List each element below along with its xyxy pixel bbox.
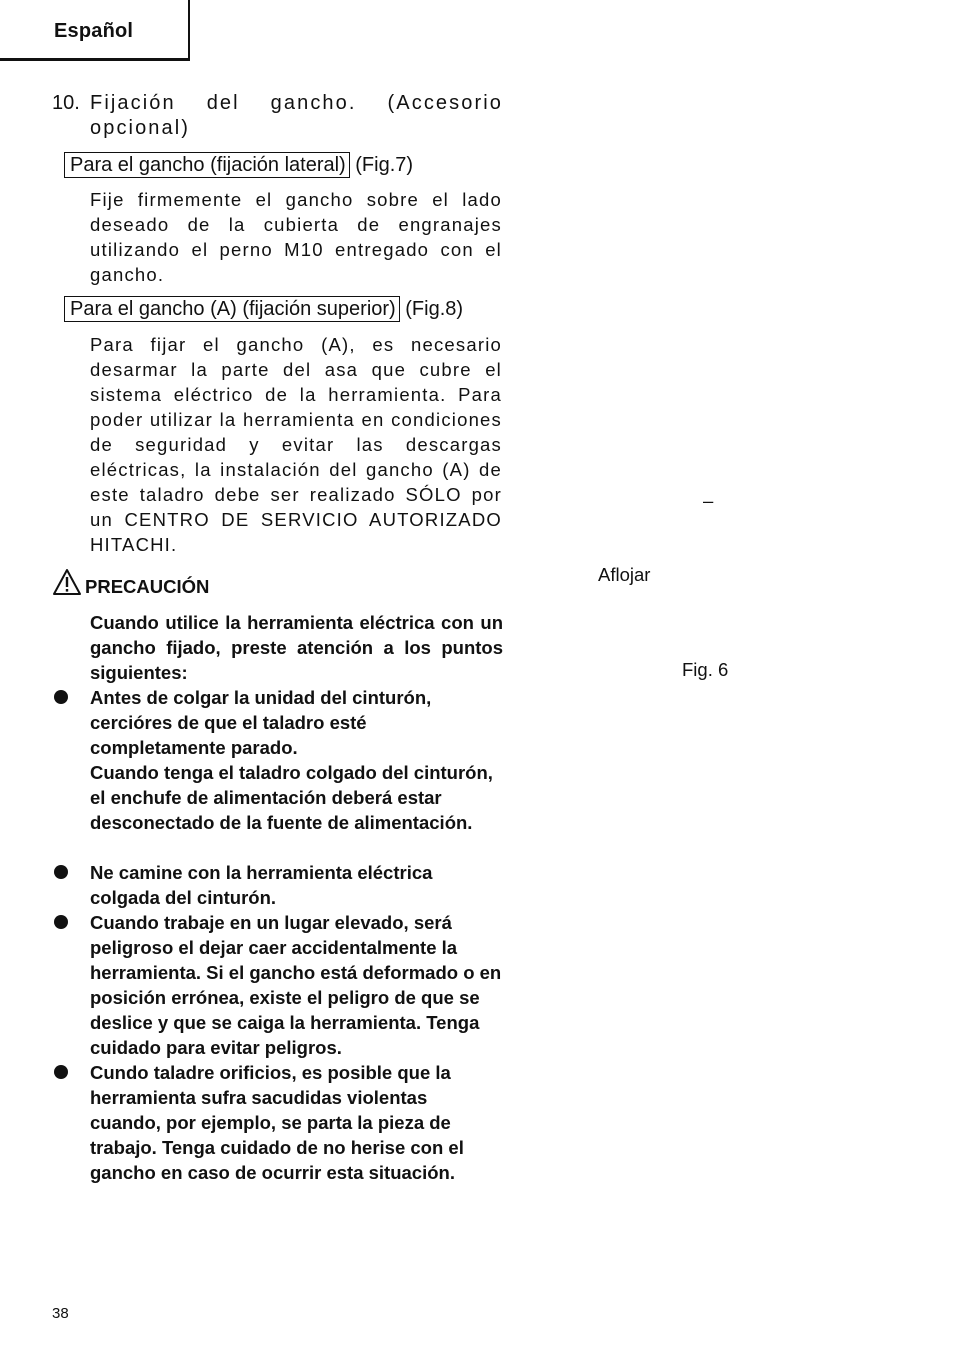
section-number: 10. [52, 92, 80, 114]
superior-box-label: Para el gancho (A) (fijación superior) [64, 296, 400, 322]
section-title: Fijación del gancho. (Accesorio opcional) [90, 92, 503, 139]
loosen-label: Aflojar [598, 564, 651, 585]
caution-title: PRECAUCIÓN [85, 576, 210, 597]
bullet-icon [54, 915, 68, 929]
lateral-box-label: Para el gancho (fijación lateral) [64, 152, 350, 178]
bullet-icon [54, 865, 68, 879]
section-heading [52, 91, 503, 141]
caution-item: Cundo taladre orificios, es posible que la herramienta sufra sacudidas violentas cuando, por ejemplo, se parta la pieza de trabajo. Tenga cuidado de no herise con el gancho en caso de ocurrir esta situación. [90, 1062, 464, 1183]
caution-item: Antes de colgar la unidad del cinturón, cercióres de que el taladro esté completamente parado. Cuando tenga el taladro colgado del cinturón, el enchufe de alimentación deberá estar desconectado de la fuente de alimentación. [90, 687, 493, 833]
lateral-fig-ref: (Fig.7) [355, 154, 414, 176]
page-number: 38 [52, 1305, 69, 1322]
caution-item: Ne camine con la herramienta eléctrica colgada del cinturón. [90, 862, 433, 908]
warning-triangle-icon [52, 568, 82, 596]
bullet-icon [54, 690, 68, 704]
language-tab [0, 0, 190, 61]
caution-intro: Cuando utilice la herramienta eléctrica con un gancho fijado, preste atención a los puntos siguientes: [90, 612, 503, 683]
superior-fig-ref: (Fig.8) [405, 298, 464, 320]
superior-text: Para fijar el gancho (A), es necesario desarmar la parte del asa que cubre el sistema eléctrico de la herramienta. Para poder utilizar la herramienta en condiciones de seguridad y evitar las descargas eléctricas, la instalación del gancho (A) de este taladro debe ser realizado SÓLO por un CENTRO DE SERVICIO AUTORIZADO HITACHI. [90, 334, 502, 555]
language-label: Español [54, 20, 134, 42]
figure-dash: – [703, 490, 714, 511]
bullet-icon [54, 1065, 68, 1079]
figure-caption: Fig. 6 [682, 659, 729, 680]
lateral-subheading [64, 152, 413, 178]
caution-item: Cuando trabaje en un lugar elevado, será peligroso el dejar caer accidentalmente la herramienta. Si el gancho está deformado o en posición errónea, existe el peligro de que se deslice y que se caiga la herramienta. Tenga cuidado para evitar peligros. [90, 912, 502, 1058]
superior-subheading [64, 296, 463, 322]
lateral-text: Fije firmemente el gancho sobre el lado deseado de la cubierta de engranajes utilizando el perno M10 entregado con el gancho. [90, 189, 502, 285]
